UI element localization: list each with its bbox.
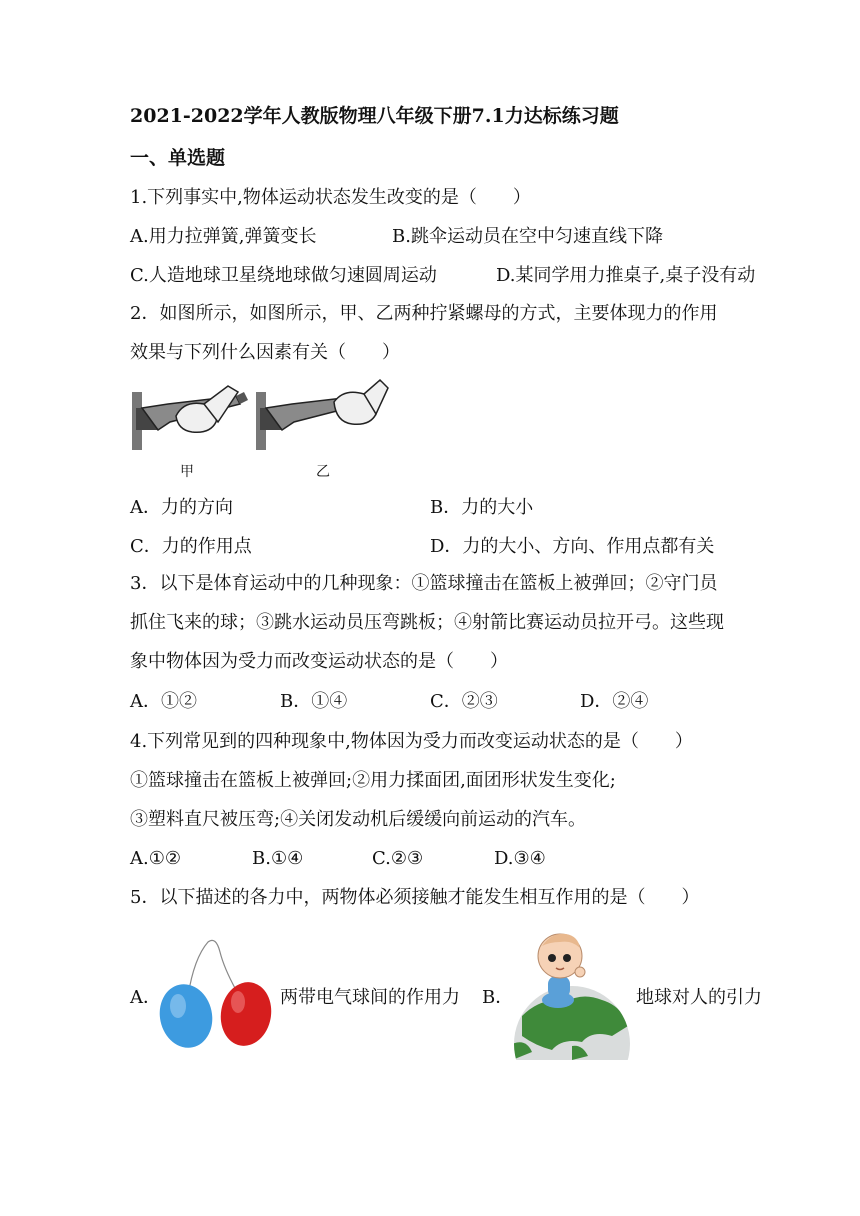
q4-line2: ③塑料直尺被压弯;④关闭发动机后缓缓向前运动的汽车。: [130, 809, 587, 830]
q5-option-b-prefix: B．: [482, 987, 514, 1008]
red-balloon: [216, 978, 276, 1050]
blue-balloon: [158, 979, 218, 1052]
q1-option-d: D.某同学用力推桌子,桌子没有动: [496, 265, 756, 286]
q3-stem-line2: 抓住飞来的球；③跳水运动员压弯跳板；④射箭比赛运动员拉开弓。这些现: [130, 612, 724, 633]
q3-stem-line3: 象中物体因为受力而改变运动状态的是（ ）: [130, 651, 508, 672]
q2-option-d: D．力的大小、方向、作用点都有关: [430, 536, 715, 557]
q1-option-a: A.用力拉弹簧,弹簧变长: [130, 226, 317, 247]
q5-stem: 5．以下描述的各力中，两物体必须接触才能发生相互作用的是（ ）: [130, 887, 700, 908]
q1-option-c: C.人造地球卫星绕地球做匀速圆周运动: [130, 265, 437, 286]
q4-option-b: B.①④: [252, 848, 304, 869]
q4-stem: 4.下列常见到的四种现象中,物体因为受力而改变运动状态的是（ ）: [130, 731, 693, 752]
wrench-figure: [128, 378, 390, 478]
q1-stem: 1.下列事实中,物体运动状态发生改变的是（ ）: [130, 187, 531, 208]
q5-option-b-text: 地球对人的引力: [636, 987, 762, 1008]
fig-label-yi: 乙: [316, 464, 330, 480]
wrench-jia: [132, 386, 248, 450]
q2-stem-line1: 2．如图所示，如图所示，甲、乙两种拧紧螺母的方式，主要体现力的作用: [130, 303, 718, 324]
q4-line1: ①篮球撞击在篮板上被弹回;②用力揉面团,面团形状发生变化;: [130, 770, 616, 791]
fig-label-jia: 甲: [180, 464, 194, 480]
q3-option-a: A．①②: [130, 691, 197, 712]
q2-option-c: C．力的作用点: [130, 536, 252, 557]
q3-option-d: D．②④: [580, 691, 649, 712]
earth-and-baby-illustration: [512, 926, 632, 1060]
q2-stem-line2: 效果与下列什么因素有关（ ）: [130, 342, 400, 363]
earth-figure: [512, 926, 632, 1060]
document-title: 2021-2022学年人教版物理八年级下册7.1力达标练习题: [130, 105, 619, 127]
q2-option-a: A．力的方向: [130, 497, 233, 518]
q5-option-a-prefix: A．: [130, 987, 161, 1008]
q4-option-d: D.③④: [494, 848, 546, 869]
charged-balloons-illustration: [158, 938, 276, 1052]
q1-option-b: B.跳伞运动员在空中匀速直线下降: [392, 226, 663, 247]
balloons-figure: [158, 938, 276, 1052]
wrench-illustration: [128, 378, 390, 478]
q2-option-b: B．力的大小: [430, 497, 534, 518]
q4-option-a: A.①②: [130, 848, 181, 869]
section-heading: 一、单选题: [130, 147, 226, 169]
wrench-yi: [256, 380, 388, 450]
q4-option-c: C.②③: [372, 848, 424, 869]
q3-stem-line1: 3．以下是体育运动中的几种现象：①篮球撞击在篮板上被弹回；②守门员: [130, 573, 718, 594]
q3-option-c: C．②③: [430, 691, 498, 712]
q5-option-a-text: 两带电气球间的作用力: [280, 987, 460, 1008]
q3-option-b: B．①④: [280, 691, 348, 712]
